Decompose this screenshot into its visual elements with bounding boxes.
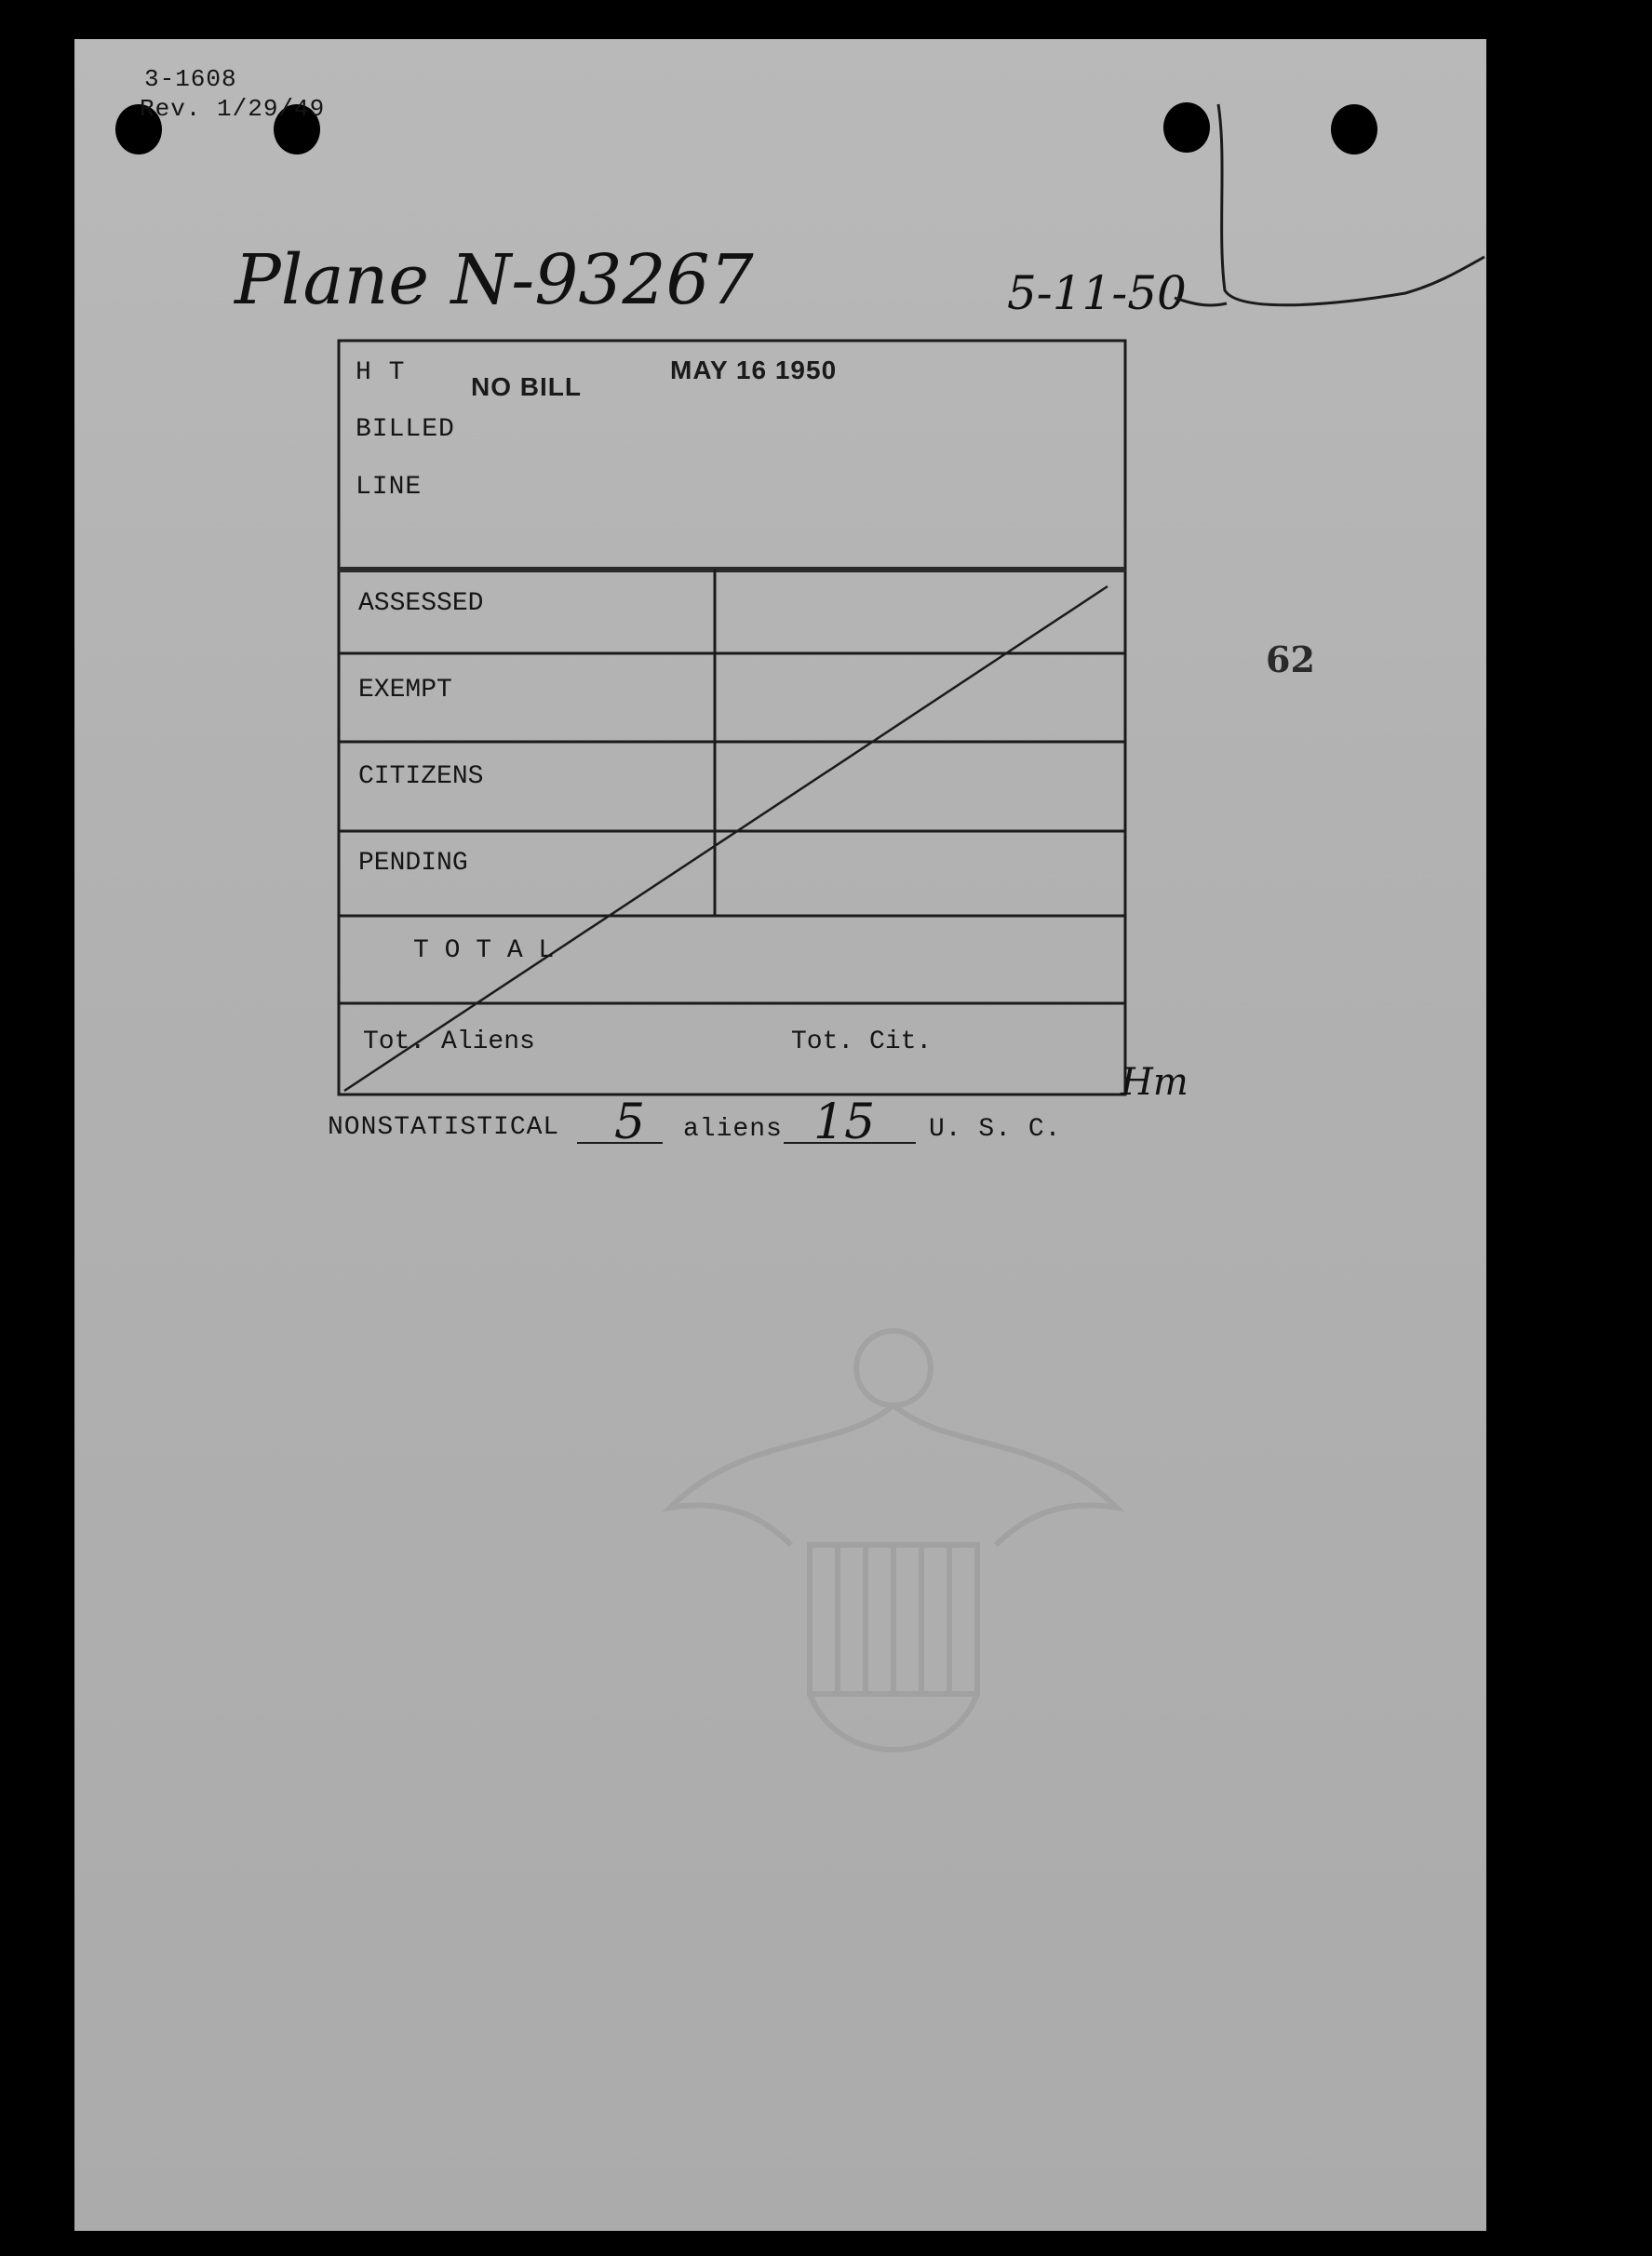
- total-citizens-label: Tot. Cit.: [791, 1027, 933, 1056]
- exempt-label: EXEMPT: [358, 676, 452, 705]
- usc-label: U. S. C.: [929, 1115, 1062, 1144]
- line-label: LINE: [356, 473, 423, 502]
- aliens-count-handwritten: 5: [614, 1094, 646, 1150]
- eagle-seal-watermark: [558, 1266, 1229, 1824]
- assessed-label: ASSESSED: [358, 589, 484, 618]
- billed-label: BILLED: [356, 415, 455, 444]
- initials-handwritten: Hm: [1121, 1061, 1189, 1104]
- plane-number-handwritten: Plane N-93267: [235, 240, 754, 320]
- aliens-label: aliens: [683, 1115, 783, 1144]
- nonstatistical-label: NONSTATISTICAL: [328, 1113, 560, 1142]
- margin-number: 62: [1266, 638, 1315, 680]
- date-stamp: MAY 16 1950: [670, 356, 838, 384]
- date-handwritten: 5-11-50: [1007, 266, 1187, 320]
- form-number: 3-1608: [144, 65, 237, 93]
- form-revision: Rev. 1/29/49: [140, 95, 326, 123]
- usc-count-handwritten: 15: [813, 1094, 876, 1150]
- total-label: T O T A L: [413, 936, 555, 965]
- total-aliens-label: Tot. Aliens: [363, 1027, 535, 1056]
- pending-label: PENDING: [358, 849, 468, 878]
- no-bill-stamp: NO BILL: [471, 372, 582, 401]
- citizens-label: CITIZENS: [358, 762, 484, 791]
- ht-label: H T: [356, 358, 406, 387]
